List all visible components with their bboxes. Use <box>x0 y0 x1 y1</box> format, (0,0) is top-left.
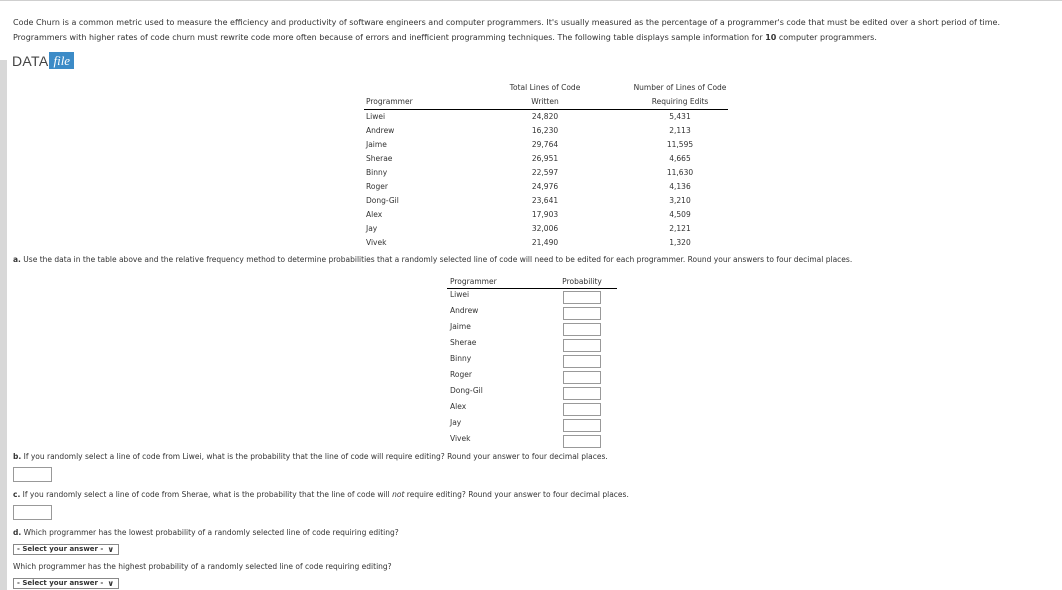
prob-cell <box>547 337 617 353</box>
intro-line-2-text: Programmers with higher rates of code churn must rewrite code more often because of errors and inefficient programming techniques. The following table displays sample information for <box>13 32 766 42</box>
left-scroll-strip <box>0 60 7 590</box>
part-b-text: If you randomly select a line of code from Liwei, what is the probability that the line of code will require editing? Round your answer to four decimal places. <box>21 452 608 461</box>
cell-total-lines: 21,490 <box>531 238 559 247</box>
prob-header-programmer: Programmer <box>447 276 547 289</box>
prob-row <box>447 289 617 306</box>
cell-total-lines: 24,976 <box>531 182 559 191</box>
data-file-button[interactable] <box>12 52 74 69</box>
prob-programmer-name: Sherae <box>450 338 477 347</box>
prob-programmer-name: Jaime <box>450 322 471 331</box>
prob-cell <box>547 433 617 449</box>
cell-total-lines: 23,641 <box>531 196 559 205</box>
intro-line-2-end: computer programmers. <box>776 32 877 42</box>
probability-input[interactable] <box>563 355 601 368</box>
code-churn-table <box>364 81 728 250</box>
prob-programmer-name: Liwei <box>450 290 470 299</box>
table-row <box>364 138 728 152</box>
prob-row <box>447 353 617 369</box>
table-row <box>364 166 728 180</box>
prob-row <box>447 369 617 385</box>
part-d-question-2: Which programmer has the highest probability of a randomly selected line of code requiring editing? <box>13 562 392 571</box>
probability-input[interactable] <box>563 307 601 320</box>
part-d-label: d. <box>13 528 22 537</box>
table-row <box>364 180 728 194</box>
prob-cell <box>547 385 617 401</box>
probability-input[interactable] <box>563 419 601 432</box>
table-header-top <box>364 81 728 95</box>
cell-programmer: Vivek <box>366 238 387 247</box>
prob-cell <box>547 289 617 306</box>
cell-lines-edited: 11,630 <box>666 168 694 177</box>
prob-programmer-name: Andrew <box>450 306 479 315</box>
intro-line-1: Code Churn is a common metric used to measure the efficiency and productivity of software engineers and computer programmers. It's usually measured as the percentage of a programmer's code that must be edited over a short period of time. <box>13 18 1001 27</box>
lowest-select-value: - Select your answer - <box>17 545 104 553</box>
prob-cell <box>547 369 617 385</box>
cell-programmer: Binny <box>366 168 388 177</box>
part-b-label: b. <box>13 452 22 461</box>
cell-programmer: Andrew <box>366 126 395 135</box>
prob-programmer-name: Roger <box>450 370 472 379</box>
part-c-question <box>13 490 629 499</box>
header-edits-top: Number of Lines of Code <box>633 83 727 92</box>
prob-cell <box>547 353 617 369</box>
table-row <box>364 124 728 138</box>
file-label: file <box>49 52 74 69</box>
highest-select-value: - Select your answer - <box>17 579 104 587</box>
prob-programmer-name: Jay <box>450 418 462 427</box>
cell-programmer: Dong-Gil <box>366 196 399 205</box>
header-total-top: Total Lines of Code <box>509 83 581 92</box>
header-edits-bottom: Requiring Edits <box>632 95 728 110</box>
part-c-answer-input[interactable] <box>13 505 52 520</box>
data-label: DATA <box>12 52 49 69</box>
intro-paragraph <box>13 16 1053 45</box>
cell-programmer: Jay <box>366 224 378 233</box>
prob-cell <box>547 321 617 337</box>
part-d-text: Which programmer has the lowest probability of a randomly selected line of code requiring editing? <box>21 528 399 537</box>
cell-total-lines: 29,764 <box>531 140 559 149</box>
header-programmer: Programmer <box>364 95 458 110</box>
prob-row <box>447 417 617 433</box>
table-row <box>364 222 728 236</box>
cell-lines-edited: 1,320 <box>669 238 691 247</box>
cell-total-lines: 17,903 <box>531 210 559 219</box>
prob-header <box>447 276 617 289</box>
probability-table <box>447 276 617 449</box>
header-blank <box>364 81 458 95</box>
chevron-down-icon: ∨ <box>107 579 114 588</box>
highest-probability-select[interactable] <box>13 578 119 589</box>
cell-lines-edited: 4,136 <box>669 182 691 191</box>
probability-input[interactable] <box>563 323 601 336</box>
prob-programmer-name: Binny <box>450 354 472 363</box>
cell-programmer: Roger <box>366 182 388 191</box>
prob-row <box>447 433 617 449</box>
cell-programmer: Alex <box>366 210 383 219</box>
cell-lines-edited: 4,509 <box>669 210 691 219</box>
cell-total-lines: 16,230 <box>531 126 559 135</box>
cell-programmer: Jaime <box>366 140 387 149</box>
table-header-bottom <box>364 95 728 110</box>
cell-lines-edited: 4,665 <box>669 154 691 163</box>
lowest-probability-select[interactable] <box>13 544 119 555</box>
cell-lines-edited: 2,113 <box>669 126 691 135</box>
probability-input[interactable] <box>563 339 601 352</box>
cell-programmer: Sherae <box>366 154 393 163</box>
intro-line-2 <box>13 31 1053 46</box>
prob-cell <box>547 417 617 433</box>
table-row <box>364 194 728 208</box>
cell-lines-edited: 11,595 <box>666 140 694 149</box>
part-b-answer-input[interactable] <box>13 467 52 482</box>
prob-cell <box>547 401 617 417</box>
probability-input[interactable] <box>563 403 601 416</box>
probability-input[interactable] <box>563 387 601 400</box>
prob-header-probability: Probability <box>547 276 617 289</box>
cell-total-lines: 24,820 <box>531 112 559 121</box>
probability-input[interactable] <box>563 371 601 384</box>
part-c-label: c. <box>13 490 21 499</box>
programmer-count: 10 <box>765 32 777 42</box>
header-total-bottom: Written <box>458 95 632 110</box>
prob-row <box>447 385 617 401</box>
prob-row <box>447 321 617 337</box>
part-c-not: not <box>392 490 405 499</box>
table-row <box>364 236 728 250</box>
prob-cell <box>547 305 617 321</box>
prob-row <box>447 305 617 321</box>
cell-lines-edited: 5,431 <box>669 112 691 121</box>
prob-programmer-name: Alex <box>450 402 467 411</box>
prob-row <box>447 337 617 353</box>
prob-programmer-name: Vivek <box>450 434 471 443</box>
part-c-text-a: If you randomly select a line of code from Sherae, what is the probability that the line of code will <box>20 490 393 499</box>
part-d-question <box>13 528 399 537</box>
cell-total-lines: 22,597 <box>531 168 559 177</box>
prob-programmer-name: Dong-Gil <box>450 386 483 395</box>
cell-total-lines: 32,006 <box>531 224 559 233</box>
table-row <box>364 152 728 166</box>
cell-lines-edited: 3,210 <box>669 196 691 205</box>
part-b-question <box>13 452 608 461</box>
cell-lines-edited: 2,121 <box>669 224 691 233</box>
part-a-text: Use the data in the table above and the relative frequency method to determine probabilities that a randomly selected line of code will need to be edited for each programmer. Round your answers to four decimal places. <box>20 255 853 264</box>
probability-input[interactable] <box>563 291 601 304</box>
probability-input[interactable] <box>563 435 601 448</box>
cell-programmer: Liwei <box>366 112 386 121</box>
part-a-label: a. <box>13 255 21 264</box>
chevron-down-icon: ∨ <box>107 545 114 554</box>
part-a-question <box>13 255 852 264</box>
part-c-text-b: require editing? Round your answer to four decimal places. <box>404 490 629 499</box>
prob-row <box>447 401 617 417</box>
cell-total-lines: 26,951 <box>531 154 559 163</box>
table-row <box>364 110 728 125</box>
table-row <box>364 208 728 222</box>
top-border <box>0 0 1062 1</box>
